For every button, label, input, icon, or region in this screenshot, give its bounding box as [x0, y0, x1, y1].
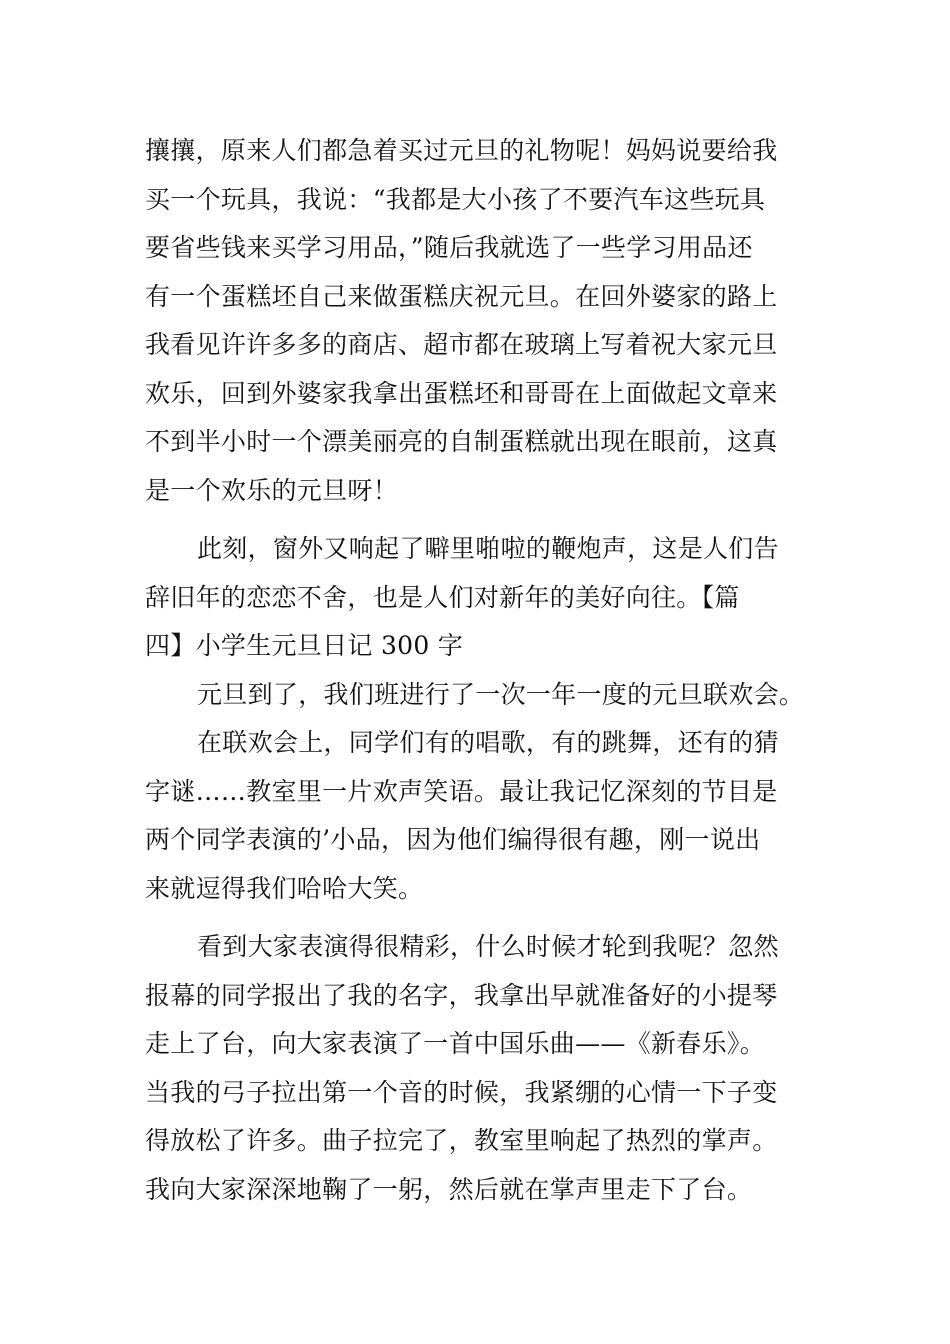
text-line: 看到大家表演得很精彩，什么时候才轮到我呢？忽然	[197, 932, 779, 961]
text-line: 是一个欢乐的元旦呀！	[145, 475, 399, 505]
document-body	[145, 127, 815, 1214]
text-line: 得放松了许多。曲子拉完了，教室里响起了热烈的掌声。	[145, 1126, 778, 1155]
text-line: 走上了台，向大家表演了一首中国乐曲——《新春乐》。	[145, 1029, 766, 1058]
text-line: 要省些钱来买学习用品，”随后我就选了一些学习用品还	[145, 233, 753, 262]
text-line: 欢乐，回到外婆家我拿出蛋糕坯和哥哥在上面做起文章来	[145, 378, 778, 408]
paragraph-5	[145, 923, 815, 1214]
text-line: 此刻，窗外又响起了噼里啪啦的鞭炮声，这是人们告	[197, 534, 779, 563]
text-line: 我向大家深深地鞠了一躬，然后就在掌声里走下了台。	[145, 1174, 753, 1204]
text-line: 买一个玩具，我说：“我都是大小孩了不要汽车这些玩具	[145, 184, 766, 214]
paragraph-2	[145, 525, 815, 671]
paragraph-4	[145, 719, 815, 913]
text-line: 当我的弓子拉出第一个音的时候，我紧绷的心情一下子变	[145, 1077, 778, 1107]
text-line: 字谜……教室里一片欢声笑语。最让我记忆深刻的节目是	[145, 776, 778, 806]
paragraph-1	[145, 127, 815, 515]
text-line: 有一个蛋糕坯自己来做蛋糕庆祝元旦。在回外婆家的路上	[145, 281, 778, 311]
text-line: 元旦到了，我们班进行了一次一年一度的元旦联欢会。	[197, 679, 805, 709]
text-line: 我看见许许多多的商店、超市都在玻璃上写着祝大家元旦	[145, 330, 778, 359]
text-line: 两个同学表演的’小品，因为他们编得很有趣，刚一说出	[145, 825, 761, 854]
text-line: 报幕的同学报出了我的名字，我拿出早就准备好的小提琴	[145, 980, 778, 1010]
text-line: 攘攘，原来人们都急着买过元旦的礼物呢！妈妈说要给我	[145, 136, 778, 165]
text-line: 不到半小时一个漂美丽亮的自制蛋糕就出现在眼前，这真	[145, 427, 778, 456]
text-line: 四】小学生元旦日记 300 字	[145, 631, 464, 660]
text-line: 来就逗得我们哈哈大笑。	[145, 873, 424, 903]
text-line: 在联欢会上，同学们有的唱歌，有的跳舞，还有的猜	[197, 728, 779, 757]
text-line: 辞旧年的恋恋不舍，也是人们对新年的美好向往。【篇	[145, 582, 740, 612]
paragraph-3	[145, 671, 815, 720]
